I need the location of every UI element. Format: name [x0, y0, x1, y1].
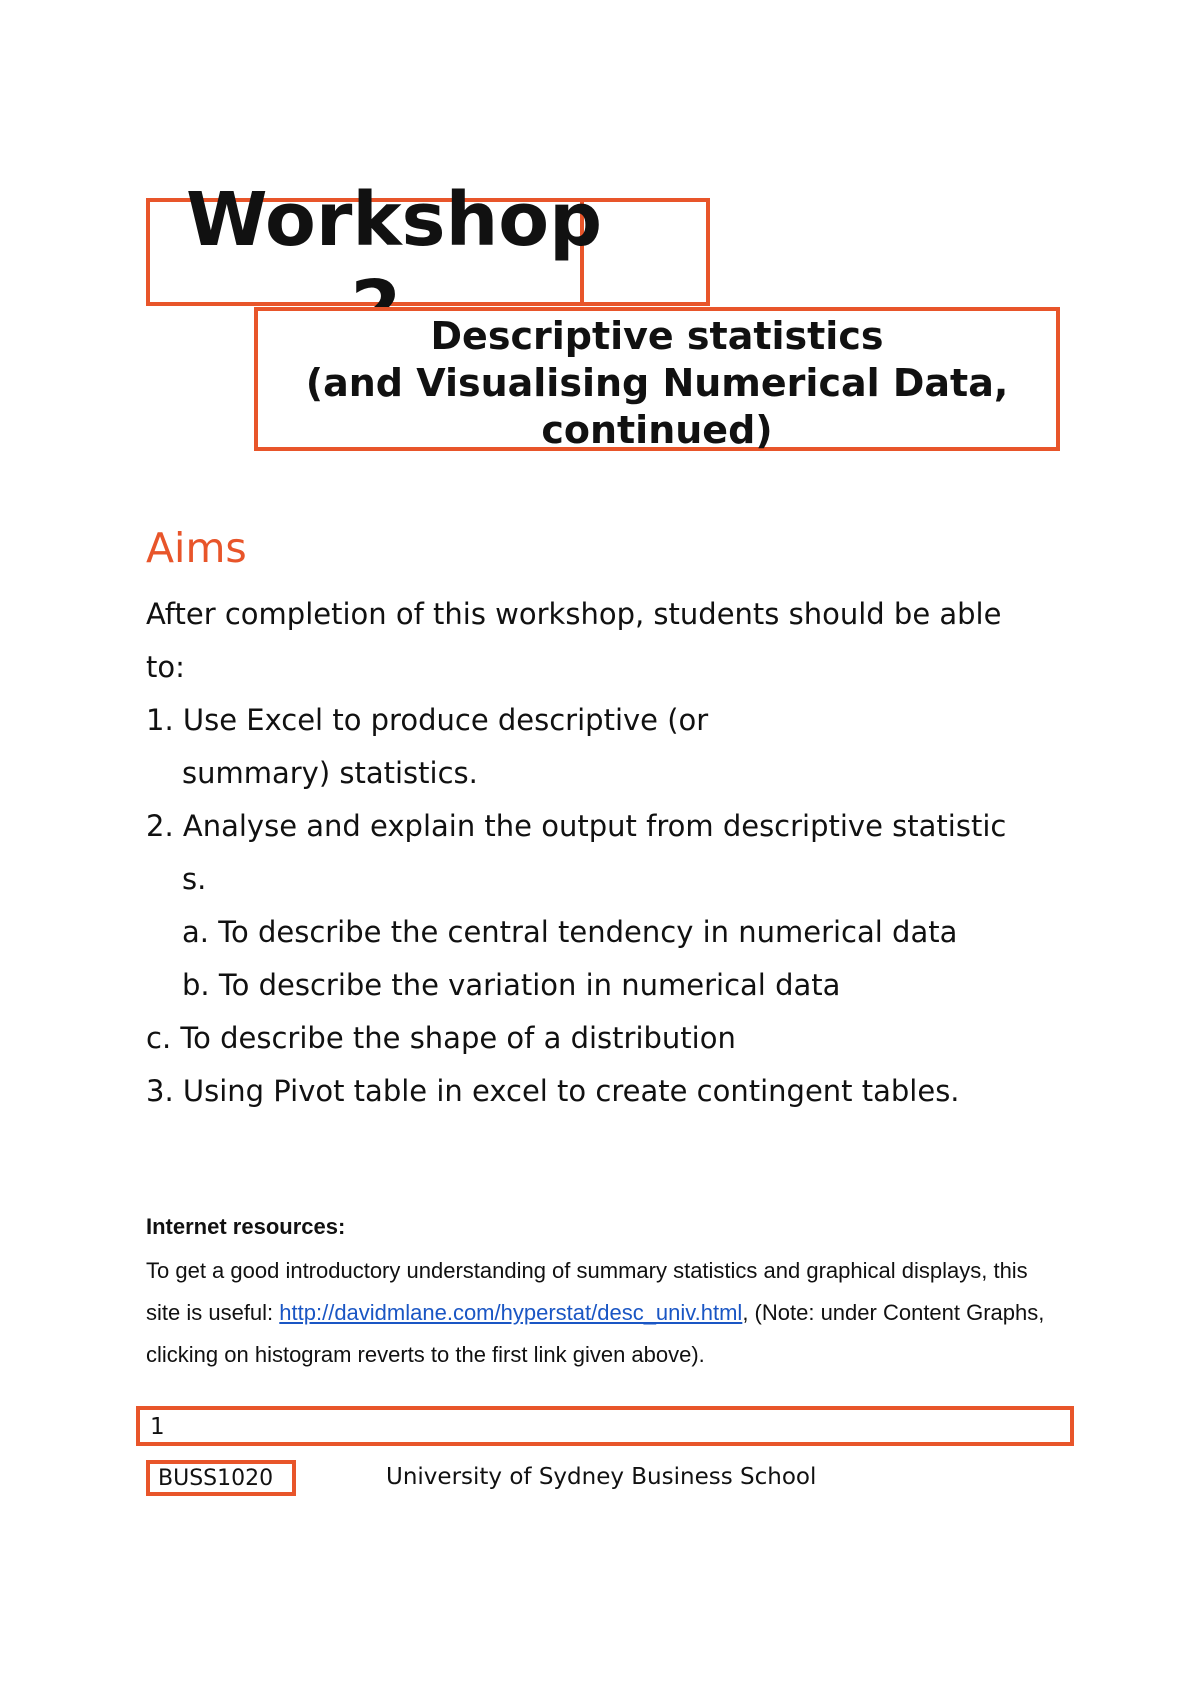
aims-intro-line-1: After completion of this workshop, students should be able: [146, 597, 1002, 631]
hyperstat-link[interactable]: http://davidmlane.com/hyperstat/desc_univ.html: [279, 1300, 743, 1325]
subtitle-line-3: continued): [541, 408, 773, 452]
course-code-box: [146, 1460, 296, 1496]
aim-item-2b: b. To describe the variation in numerical data: [182, 968, 841, 1002]
subtitle-line-2: (and Visualising Numerical Data,: [305, 361, 1009, 405]
aims-list: [146, 588, 1066, 1118]
aims-heading: Aims: [146, 524, 247, 572]
document-title: Workshop: [186, 177, 603, 263]
page-number-box: [136, 1406, 1074, 1446]
page-number: 1: [150, 1414, 165, 1440]
resources-text-after: , (Note: under Content Graphs, clicking on histogram reverts to the first link given above).: [146, 1300, 1045, 1367]
course-code: BUSS1020: [158, 1466, 274, 1491]
aim-item-1-cont: summary) statistics.: [182, 756, 478, 790]
school-name: University of Sydney Business School: [386, 1464, 817, 1490]
aim-item-2c: c. To describe the shape of a distribution: [146, 1021, 736, 1055]
subtitle-box: [254, 307, 1060, 451]
resources-paragraph: [146, 1250, 1066, 1376]
aims-intro-line-2: to:: [146, 650, 185, 684]
document-subtitle: [258, 313, 1056, 454]
resources-text-before: To get a good introductory understanding of summary statistics and graphical displays, this site is useful:: [146, 1258, 1028, 1325]
aim-item-3: 3. Using Pivot table in excel to create contingent tables.: [146, 1074, 960, 1108]
title-cell: [146, 177, 603, 306]
aim-item-2: 2. Analyse and explain the output from descriptive statistic: [146, 809, 1007, 843]
aim-item-2-cont: s.: [182, 862, 207, 896]
aim-item-1: 1. Use Excel to produce descriptive (or: [146, 703, 709, 737]
resources-heading: Internet resources:: [146, 1214, 346, 1239]
subtitle-line-1: Descriptive statistics: [430, 314, 884, 358]
aim-item-2a: a. To describe the central tendency in numerical data: [182, 915, 958, 949]
